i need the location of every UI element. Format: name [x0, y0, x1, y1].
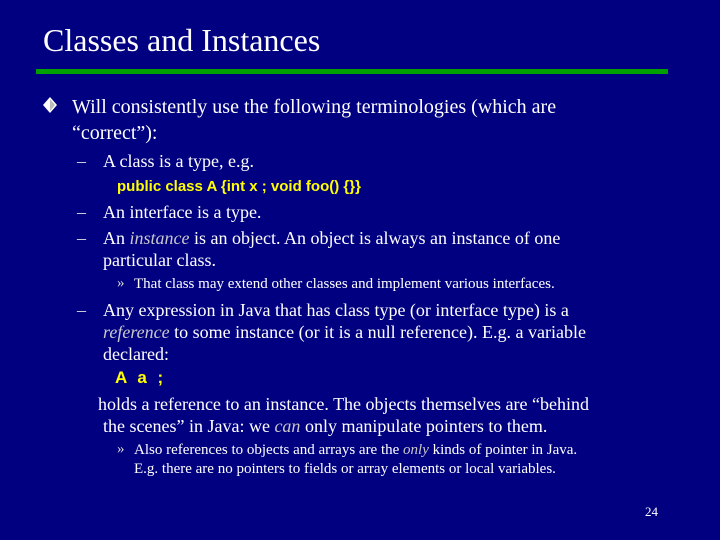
- item-reference-line-5: [103, 415, 547, 437]
- text: Also references to objects and arrays are the: [134, 442, 404, 458]
- emphasis-reference: reference: [103, 322, 170, 342]
- sub-marker: »: [117, 441, 125, 457]
- text: An: [103, 228, 130, 248]
- text: is an object. An object is always an instance of one: [189, 228, 561, 248]
- diamond-bullet-icon: [43, 97, 57, 113]
- item-instance-line-1: [103, 227, 560, 249]
- title-divider: [36, 69, 668, 74]
- text: the scenes” in Java: we: [103, 416, 275, 436]
- sub-marker: »: [117, 275, 125, 291]
- dash-marker: –: [77, 151, 86, 171]
- sub-item-only-pointers: [134, 441, 577, 460]
- emphasis-can: can: [274, 416, 301, 436]
- slide-title: Classes and Instances: [43, 22, 321, 58]
- dash-marker: –: [77, 228, 86, 248]
- item-reference-line-2: [103, 321, 586, 343]
- item-instance-line-2: particular class.: [103, 250, 216, 270]
- main-bullet-line-2: “correct”):: [72, 122, 158, 144]
- main-bullet-line-1: Will consistently use the following terminologies (which are: [72, 96, 557, 118]
- page-number: 24: [645, 504, 658, 519]
- item-reference-line-1: Any expression in Java that has class type (or interface type) is a: [103, 300, 569, 320]
- emphasis-instance: instance: [129, 228, 190, 248]
- emphasis-only: only: [403, 442, 429, 458]
- code-class-example: public class A {int x ; void foo() {}}: [117, 178, 361, 195]
- code-variable-declaration: A a ;: [115, 368, 167, 387]
- sub-item-no-pointers: E.g. there are no pointers to fields or array elements or local variables.: [134, 461, 556, 477]
- text: kinds of pointer in Java.: [428, 442, 578, 458]
- item-interface-is-type: An interface is a type.: [103, 202, 262, 222]
- dash-marker: –: [77, 300, 86, 320]
- dash-marker: –: [77, 202, 86, 222]
- item-reference-line-3: declared:: [103, 344, 169, 364]
- text: only manipulate pointers to them.: [300, 416, 548, 436]
- text: to some instance (or it is a null reference). E.g. a variable: [169, 322, 586, 342]
- sub-item-extend: That class may extend other classes and implement various interfaces.: [134, 276, 555, 292]
- item-reference-line-4: holds a reference to an instance. The objects themselves are “behind: [98, 394, 589, 414]
- item-class-is-type: A class is a type, e.g.: [103, 151, 254, 171]
